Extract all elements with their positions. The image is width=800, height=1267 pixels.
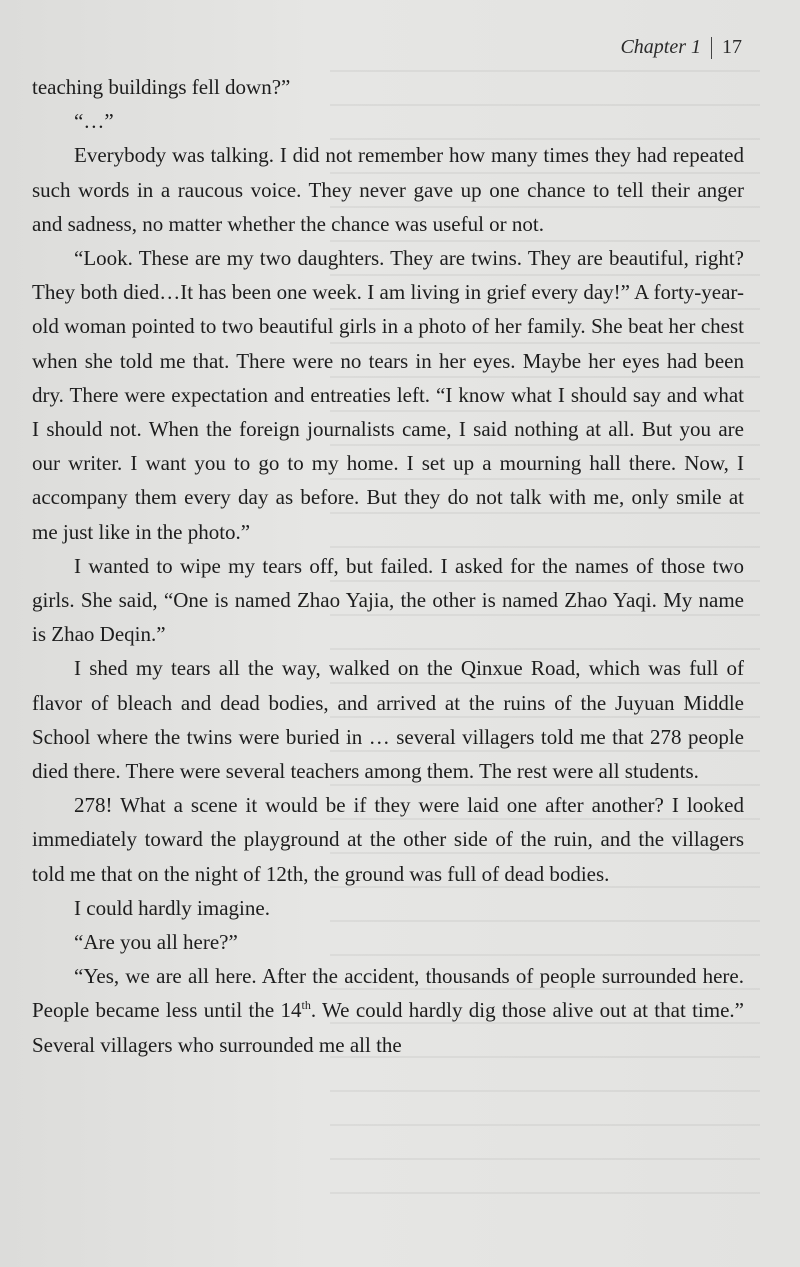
body-text: [32, 70, 744, 1062]
paragraph: I shed my tears all the way, walked on the Qinxue Road, which was full of flavor of bleach and dead bodies, and arrived at the ruins of the Juyuan Middle School where the twins were buried in … several villagers told me that 278 people died there. There were several teachers among them. The rest were all students.: [32, 656, 744, 784]
paragraph-last: [32, 959, 744, 1062]
text-run: . We could hardly dig those alive out at that time.” Several villagers who surrounded me all the: [32, 998, 744, 1057]
header-divider: [711, 37, 712, 59]
paragraph: I could hardly imagine.: [74, 895, 270, 920]
paragraph: 278! What a scene it would be if they were laid one after another? I looked immediately toward the playground at the other side of the ruin, and the villagers told me that on the night of 12th, the ground was full of dead bodies.: [32, 793, 744, 886]
running-head: [620, 36, 742, 59]
paragraph: Everybody was talking. I did not remember how many times they had repeated such words in a raucous voice. They never gave up one chance to tell their anger and sadness, no matter whether the chance was useful or not.: [32, 143, 744, 236]
paragraph: I wanted to wipe my tears off, but failed. I asked for the names of those two girls. She said, “One is named Zhao Yajia, the other is named Zhao Yaqi. My name is Zhao Deqin.”: [32, 553, 744, 647]
paragraph: “…”: [74, 109, 114, 134]
paragraph: “Look. These are my two daughters. They are twins. They are beautiful, right? They both died…It has been one week. I am living in grief every day!” A forty-year-old woman pointed to two beautiful girls in a photo of her family. She beat her chest when she told me that. There were no tears in her eyes. Maybe her eyes had been dry. There were expectation and entreaties left. “I know what I should say and what I should not. When the foreign journalists came, I said nothing at all. But you are our writer. I want you to go to my home. I set up a mourning hall there. Now, I accompany them every day as before. But they do not talk with me, only smile at me just like in the photo.”: [32, 246, 744, 544]
paragraph: teaching buildings fell down?”: [32, 75, 291, 99]
page-number: 17: [722, 36, 742, 58]
paragraph: “Are you all here?”: [74, 930, 238, 955]
ordinal-superscript: th: [301, 998, 311, 1013]
chapter-title: Chapter 1: [620, 36, 701, 58]
text-run: “Yes, we are all here. After the accident, thousands of people surrounded here. People became less until the 14: [32, 964, 744, 1023]
